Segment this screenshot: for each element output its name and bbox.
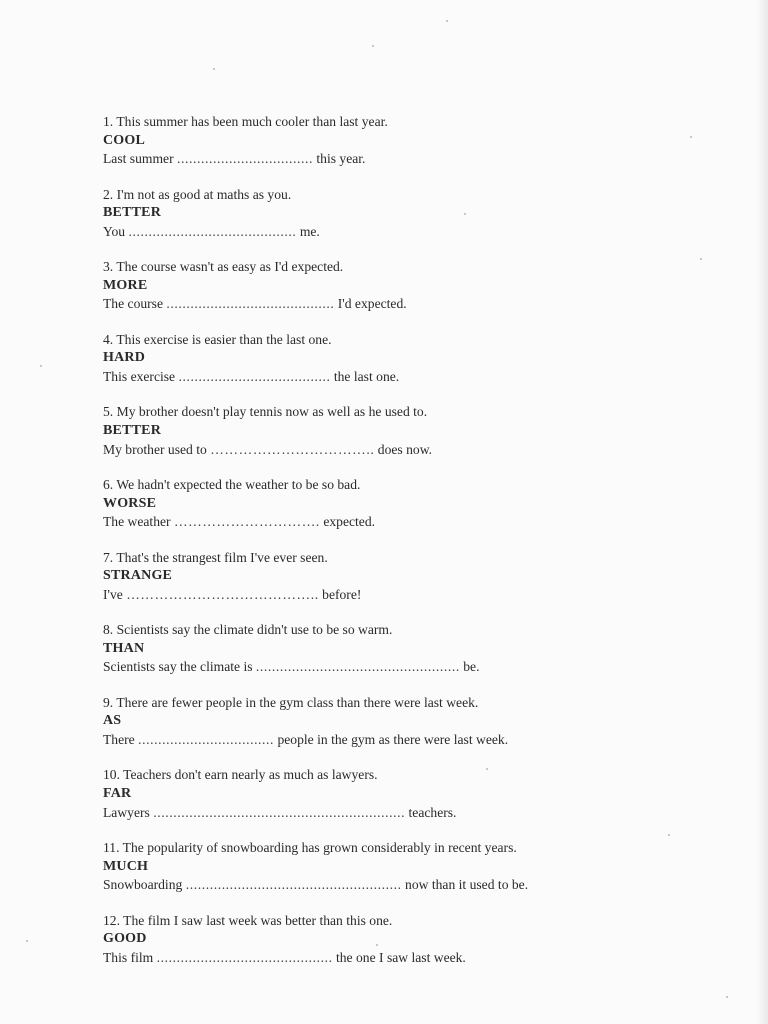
sentence-text: This summer has been much cooler than last year. — [116, 114, 388, 129]
key-word: BETTER — [103, 422, 161, 438]
sentence-text: We hadn't expected the weather to be so bad. — [116, 476, 361, 492]
rewrite-line — [103, 949, 623, 968]
rewrite-line — [103, 876, 623, 895]
exercise-number: 2. — [103, 186, 114, 202]
rewrite-end: does now. — [377, 441, 433, 457]
key-word: MORE — [103, 277, 148, 293]
scan-speck — [690, 136, 692, 138]
exercise-item — [103, 839, 623, 912]
exercise-number: 5. — [103, 404, 114, 420]
rewrite-line — [103, 150, 623, 169]
scan-speck — [372, 45, 374, 47]
sentence-text: Teachers don't earn nearly as much as lawyers. — [123, 767, 378, 783]
sentence-text: The popularity of snowboarding has grown considerably in recent years. — [122, 839, 517, 855]
exercise-number: 11. — [103, 839, 120, 855]
rewrite-end: be. — [463, 659, 480, 675]
rewrite-end: people in the gym as there were last week. — [277, 731, 509, 747]
rewrite-start: The course — [103, 296, 164, 312]
sentence-text: My brother doesn't play tennis now as well as he used to. — [116, 404, 428, 420]
rewrite-line — [103, 731, 623, 750]
exercise-item — [103, 403, 623, 476]
key-word: WORSE — [103, 495, 157, 511]
rewrite-line — [103, 441, 623, 460]
rewrite-line — [103, 368, 623, 387]
exercise-number: 12. — [103, 912, 120, 928]
rewrite-end: teachers. — [408, 804, 457, 820]
sentence-text: That's the strangest film I've ever seen. — [116, 549, 328, 565]
original-sentence — [103, 621, 623, 640]
key-word: AS — [103, 713, 122, 729]
original-sentence — [103, 549, 623, 568]
sentence-text: Scientists say the climate didn't use to be so warm. — [116, 622, 393, 638]
rewrite-start: Last summer — [103, 151, 174, 167]
scan-speck — [668, 834, 670, 836]
key-word: STRANGE — [103, 568, 173, 584]
rewrite-end: the last one. — [333, 368, 400, 384]
original-sentence — [103, 331, 623, 350]
original-sentence — [103, 476, 623, 495]
answer-blank: .......................................... — [128, 223, 297, 239]
original-sentence — [103, 912, 623, 931]
rewrite-start: My brother used to — [103, 441, 207, 457]
exercise-number: 1. — [103, 114, 114, 129]
answer-blank: ...................................... — [178, 368, 331, 384]
sentence-text: There are fewer people in the gym class than there were last week. — [116, 694, 479, 710]
scan-speck — [700, 258, 702, 260]
rewrite-start: There — [103, 731, 135, 747]
rewrite-end: me. — [299, 223, 320, 239]
rewrite-start: Scientists say the climate is — [103, 659, 253, 675]
exercise-item — [103, 912, 623, 985]
rewrite-end: I'd expected. — [337, 296, 407, 312]
exercise-number: 10. — [103, 767, 120, 783]
rewrite-line — [103, 295, 623, 314]
key-word: THAN — [103, 640, 145, 656]
exercise-item — [103, 549, 623, 622]
scan-speck — [726, 996, 728, 998]
key-word: HARD — [103, 350, 146, 366]
rewrite-start: Snowboarding — [103, 877, 183, 893]
original-sentence — [103, 258, 623, 277]
rewrite-end: this year. — [316, 151, 366, 167]
rewrite-end: the one I saw last week. — [335, 949, 466, 965]
exercise-item — [103, 694, 623, 767]
original-sentence — [103, 403, 623, 422]
exercise-item — [103, 331, 623, 404]
rewrite-line — [103, 223, 623, 242]
key-word: FAR — [103, 785, 132, 801]
answer-blank: …………………………….. — [210, 441, 375, 457]
scan-speck — [40, 365, 42, 367]
rewrite-start: This film — [103, 949, 154, 965]
exercise-item — [103, 766, 623, 839]
key-word: GOOD — [103, 931, 147, 947]
exercise-number: 7. — [103, 549, 114, 565]
exercise-number: 4. — [103, 331, 114, 347]
answer-blank: …………………………. — [173, 514, 320, 530]
answer-blank: ............................................................... — [153, 804, 406, 820]
scan-speck — [446, 20, 448, 22]
answer-blank: ................................................... — [255, 659, 460, 675]
rewrite-start: You — [103, 223, 126, 239]
answer-blank: .................................. — [177, 151, 313, 167]
answer-blank: ............................................ — [156, 949, 333, 965]
rewrite-line — [103, 658, 623, 677]
key-word: BETTER — [103, 205, 161, 221]
exercise-item — [103, 258, 623, 331]
original-sentence — [103, 113, 623, 132]
sentence-text: This exercise is easier than the last one. — [116, 331, 332, 347]
rewrite-line — [103, 513, 623, 532]
scan-speck — [213, 68, 215, 70]
key-word: COOL — [103, 132, 146, 148]
original-sentence — [103, 186, 623, 205]
key-word: MUCH — [103, 858, 149, 874]
exercise-item — [103, 113, 623, 186]
rewrite-start: Lawyers — [103, 804, 150, 820]
sentence-text: The film I saw last week was better than this one. — [123, 912, 393, 928]
exercise-item — [103, 621, 623, 694]
scan-speck — [26, 940, 28, 942]
exercise-item — [103, 186, 623, 259]
exercise-item — [103, 476, 623, 549]
rewrite-line — [103, 586, 623, 605]
exercise-number: 9. — [103, 694, 114, 710]
answer-blank: .................................. — [138, 731, 275, 747]
exercise-number: 3. — [103, 259, 114, 275]
original-sentence — [103, 839, 623, 858]
rewrite-end: expected. — [323, 514, 376, 530]
rewrite-end: before! — [322, 586, 362, 602]
answer-blank: ...................................................... — [185, 877, 402, 893]
answer-blank: ………………………………….. — [126, 586, 319, 602]
original-sentence — [103, 694, 623, 713]
rewrite-end: now than it used to be. — [405, 877, 529, 893]
answer-blank: .......................................... — [166, 296, 335, 312]
rewrite-line — [103, 804, 623, 823]
sentence-text: I'm not as good at maths as you. — [116, 186, 292, 202]
exercise-number: 6. — [103, 476, 114, 492]
sentence-text: The course wasn't as easy as I'd expected. — [116, 259, 344, 275]
page-edge-shadow — [756, 0, 768, 1024]
rewrite-start: This exercise — [103, 368, 176, 384]
exercise-number: 8. — [103, 622, 114, 638]
exercise-list — [103, 113, 623, 984]
rewrite-start: I've — [103, 586, 123, 602]
original-sentence — [103, 766, 623, 785]
rewrite-start: The weather — [103, 514, 171, 530]
